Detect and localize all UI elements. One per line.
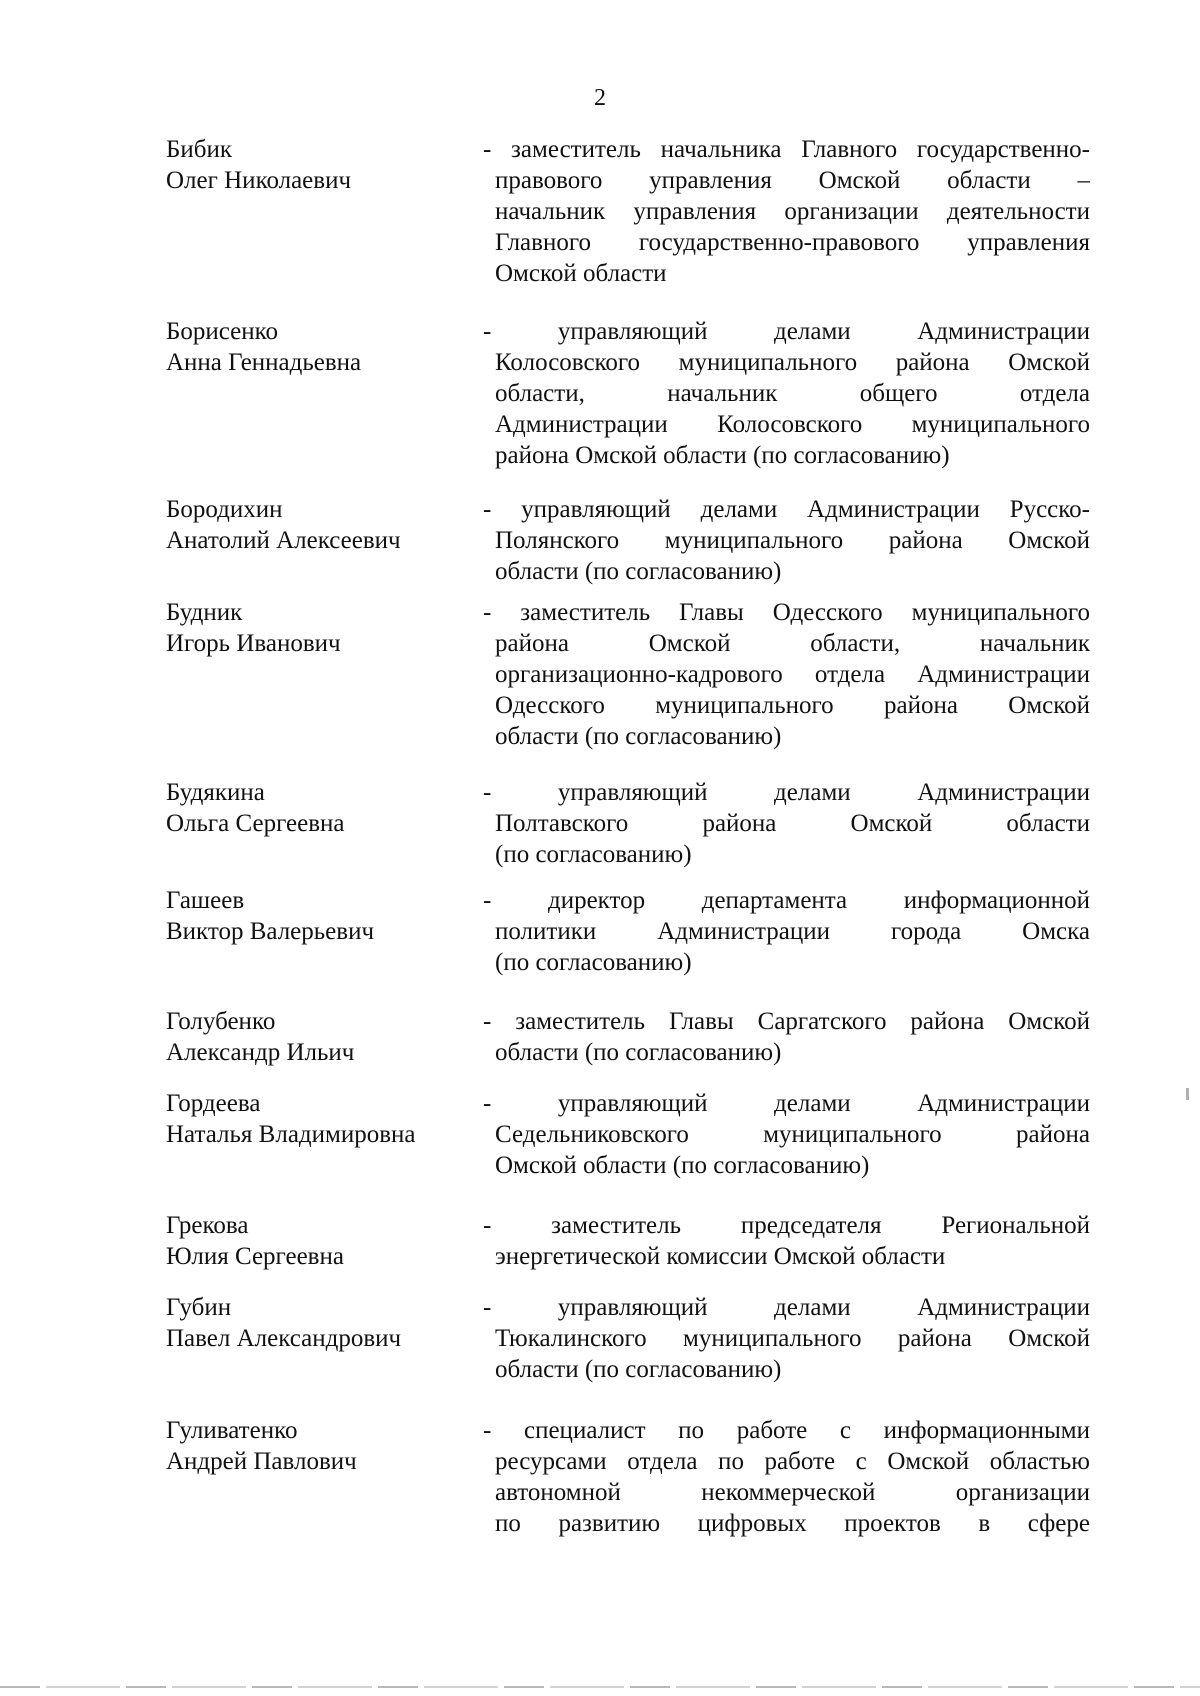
role-line: - управляющий делами Администрации — [483, 1090, 1090, 1117]
position-description — [483, 1415, 1090, 1539]
position-description — [483, 885, 1090, 978]
given-names: Анатолий Алексеевич — [166, 527, 401, 554]
person-name — [166, 1006, 466, 1068]
role-line: области (по согласованию) — [495, 1356, 782, 1383]
role-line: организационно-кадрового отдела Администрации — [495, 661, 1090, 688]
person-name — [166, 1088, 466, 1150]
role-line: (по согласованию) — [495, 841, 692, 868]
position-description — [483, 316, 1090, 471]
position-description — [483, 494, 1090, 587]
position-description — [483, 134, 1090, 289]
role-line: Омской области (по согласованию) — [495, 1152, 870, 1179]
role-line: - управляющий делами Администрации Русско- — [483, 496, 1090, 523]
surname: Губин — [166, 1294, 232, 1321]
person-name — [166, 597, 466, 659]
role-line: Главного государственно-правового управления — [495, 229, 1090, 256]
role-line: Администрации Колосовского муниципального — [495, 411, 1090, 438]
given-names: Игорь Иванович — [166, 630, 341, 657]
given-names: Ольга Сергеевна — [166, 810, 345, 837]
position-description — [483, 1292, 1090, 1385]
position-description — [483, 777, 1090, 870]
role-line: - специалист по работе с информационными — [483, 1417, 1090, 1444]
role-line: (по согласованию) — [495, 949, 692, 976]
surname: Гашеев — [166, 887, 245, 914]
role-line: - заместитель Главы Саргатского района Омской — [483, 1008, 1090, 1035]
person-name — [166, 1292, 466, 1354]
role-line: политики Администрации города Омска — [495, 918, 1090, 945]
scan-artifact — [1186, 1088, 1189, 1100]
role-line: правового управления Омской области – — [495, 167, 1090, 194]
person-name — [166, 885, 466, 947]
person-name — [166, 1415, 466, 1477]
position-description — [483, 1088, 1090, 1181]
given-names: Александр Ильич — [166, 1039, 355, 1066]
role-line: - управляющий делами Администрации — [483, 318, 1090, 345]
given-names: Анна Геннадьевна — [166, 349, 362, 376]
role-line: - директор департамента информационной — [483, 887, 1090, 914]
given-names: Андрей Павлович — [166, 1448, 357, 1475]
role-line: автономной некоммерческой организации — [495, 1479, 1090, 1506]
person-name — [166, 316, 466, 378]
person-name — [166, 134, 466, 196]
role-line: энергетической комиссии Омской области — [495, 1243, 946, 1270]
role-line: - заместитель Главы Одесского муниципального — [483, 599, 1090, 626]
given-names: Виктор Валерьевич — [166, 918, 375, 945]
role-line: Омской области — [495, 260, 667, 287]
role-line: - управляющий делами Администрации — [483, 1294, 1090, 1321]
surname: Будякина — [166, 779, 265, 806]
role-line: Седельниковского муниципального района — [495, 1121, 1090, 1148]
role-line: района Омской области (по согласованию) — [495, 442, 950, 469]
role-line: - заместитель начальника Главного государственно- — [483, 136, 1090, 163]
position-description — [483, 1006, 1090, 1068]
surname: Голубенко — [166, 1008, 276, 1035]
position-description — [483, 1210, 1090, 1272]
role-line: по развитию цифровых проектов в сфере — [495, 1510, 1090, 1537]
given-names: Юлия Сергеевна — [166, 1243, 344, 1270]
surname: Грекова — [166, 1212, 249, 1239]
scan-edge-line — [0, 1686, 1200, 1688]
person-name — [166, 1210, 466, 1272]
position-description — [483, 597, 1090, 752]
role-line: Одесского муниципального района Омской — [495, 692, 1090, 719]
role-line: области (по согласованию) — [495, 1039, 782, 1066]
role-line: области, начальник общего отдела — [495, 380, 1090, 407]
role-line: района Омской области, начальник — [495, 630, 1090, 657]
role-line: Колосовского муниципального района Омской — [495, 349, 1090, 376]
surname: Борисенко — [166, 318, 278, 345]
given-names: Наталья Владимировна — [166, 1121, 416, 1148]
role-line: Тюкалинского муниципального района Омской — [495, 1325, 1090, 1352]
role-line: ресурсами отдела по работе с Омской областью — [495, 1448, 1090, 1475]
role-line: начальник управления организации деятельности — [495, 198, 1090, 225]
role-line: Полянского муниципального района Омской — [495, 527, 1090, 554]
person-name — [166, 494, 466, 556]
surname: Будник — [166, 599, 243, 626]
role-line: - управляющий делами Администрации — [483, 779, 1090, 806]
role-line: области (по согласованию) — [495, 558, 782, 585]
given-names: Павел Александрович — [166, 1325, 402, 1352]
surname: Бибик — [166, 136, 232, 163]
person-name — [166, 777, 466, 839]
role-line: - заместитель председателя Региональной — [483, 1212, 1090, 1239]
page-number: 2 — [594, 85, 606, 111]
role-line: области (по согласованию) — [495, 723, 782, 750]
surname: Гордеева — [166, 1090, 261, 1117]
given-names: Олег Николаевич — [166, 167, 352, 194]
surname: Гуливатенко — [166, 1417, 298, 1444]
role-line: Полтавского района Омской области — [495, 810, 1090, 837]
surname: Бородихин — [166, 496, 283, 523]
